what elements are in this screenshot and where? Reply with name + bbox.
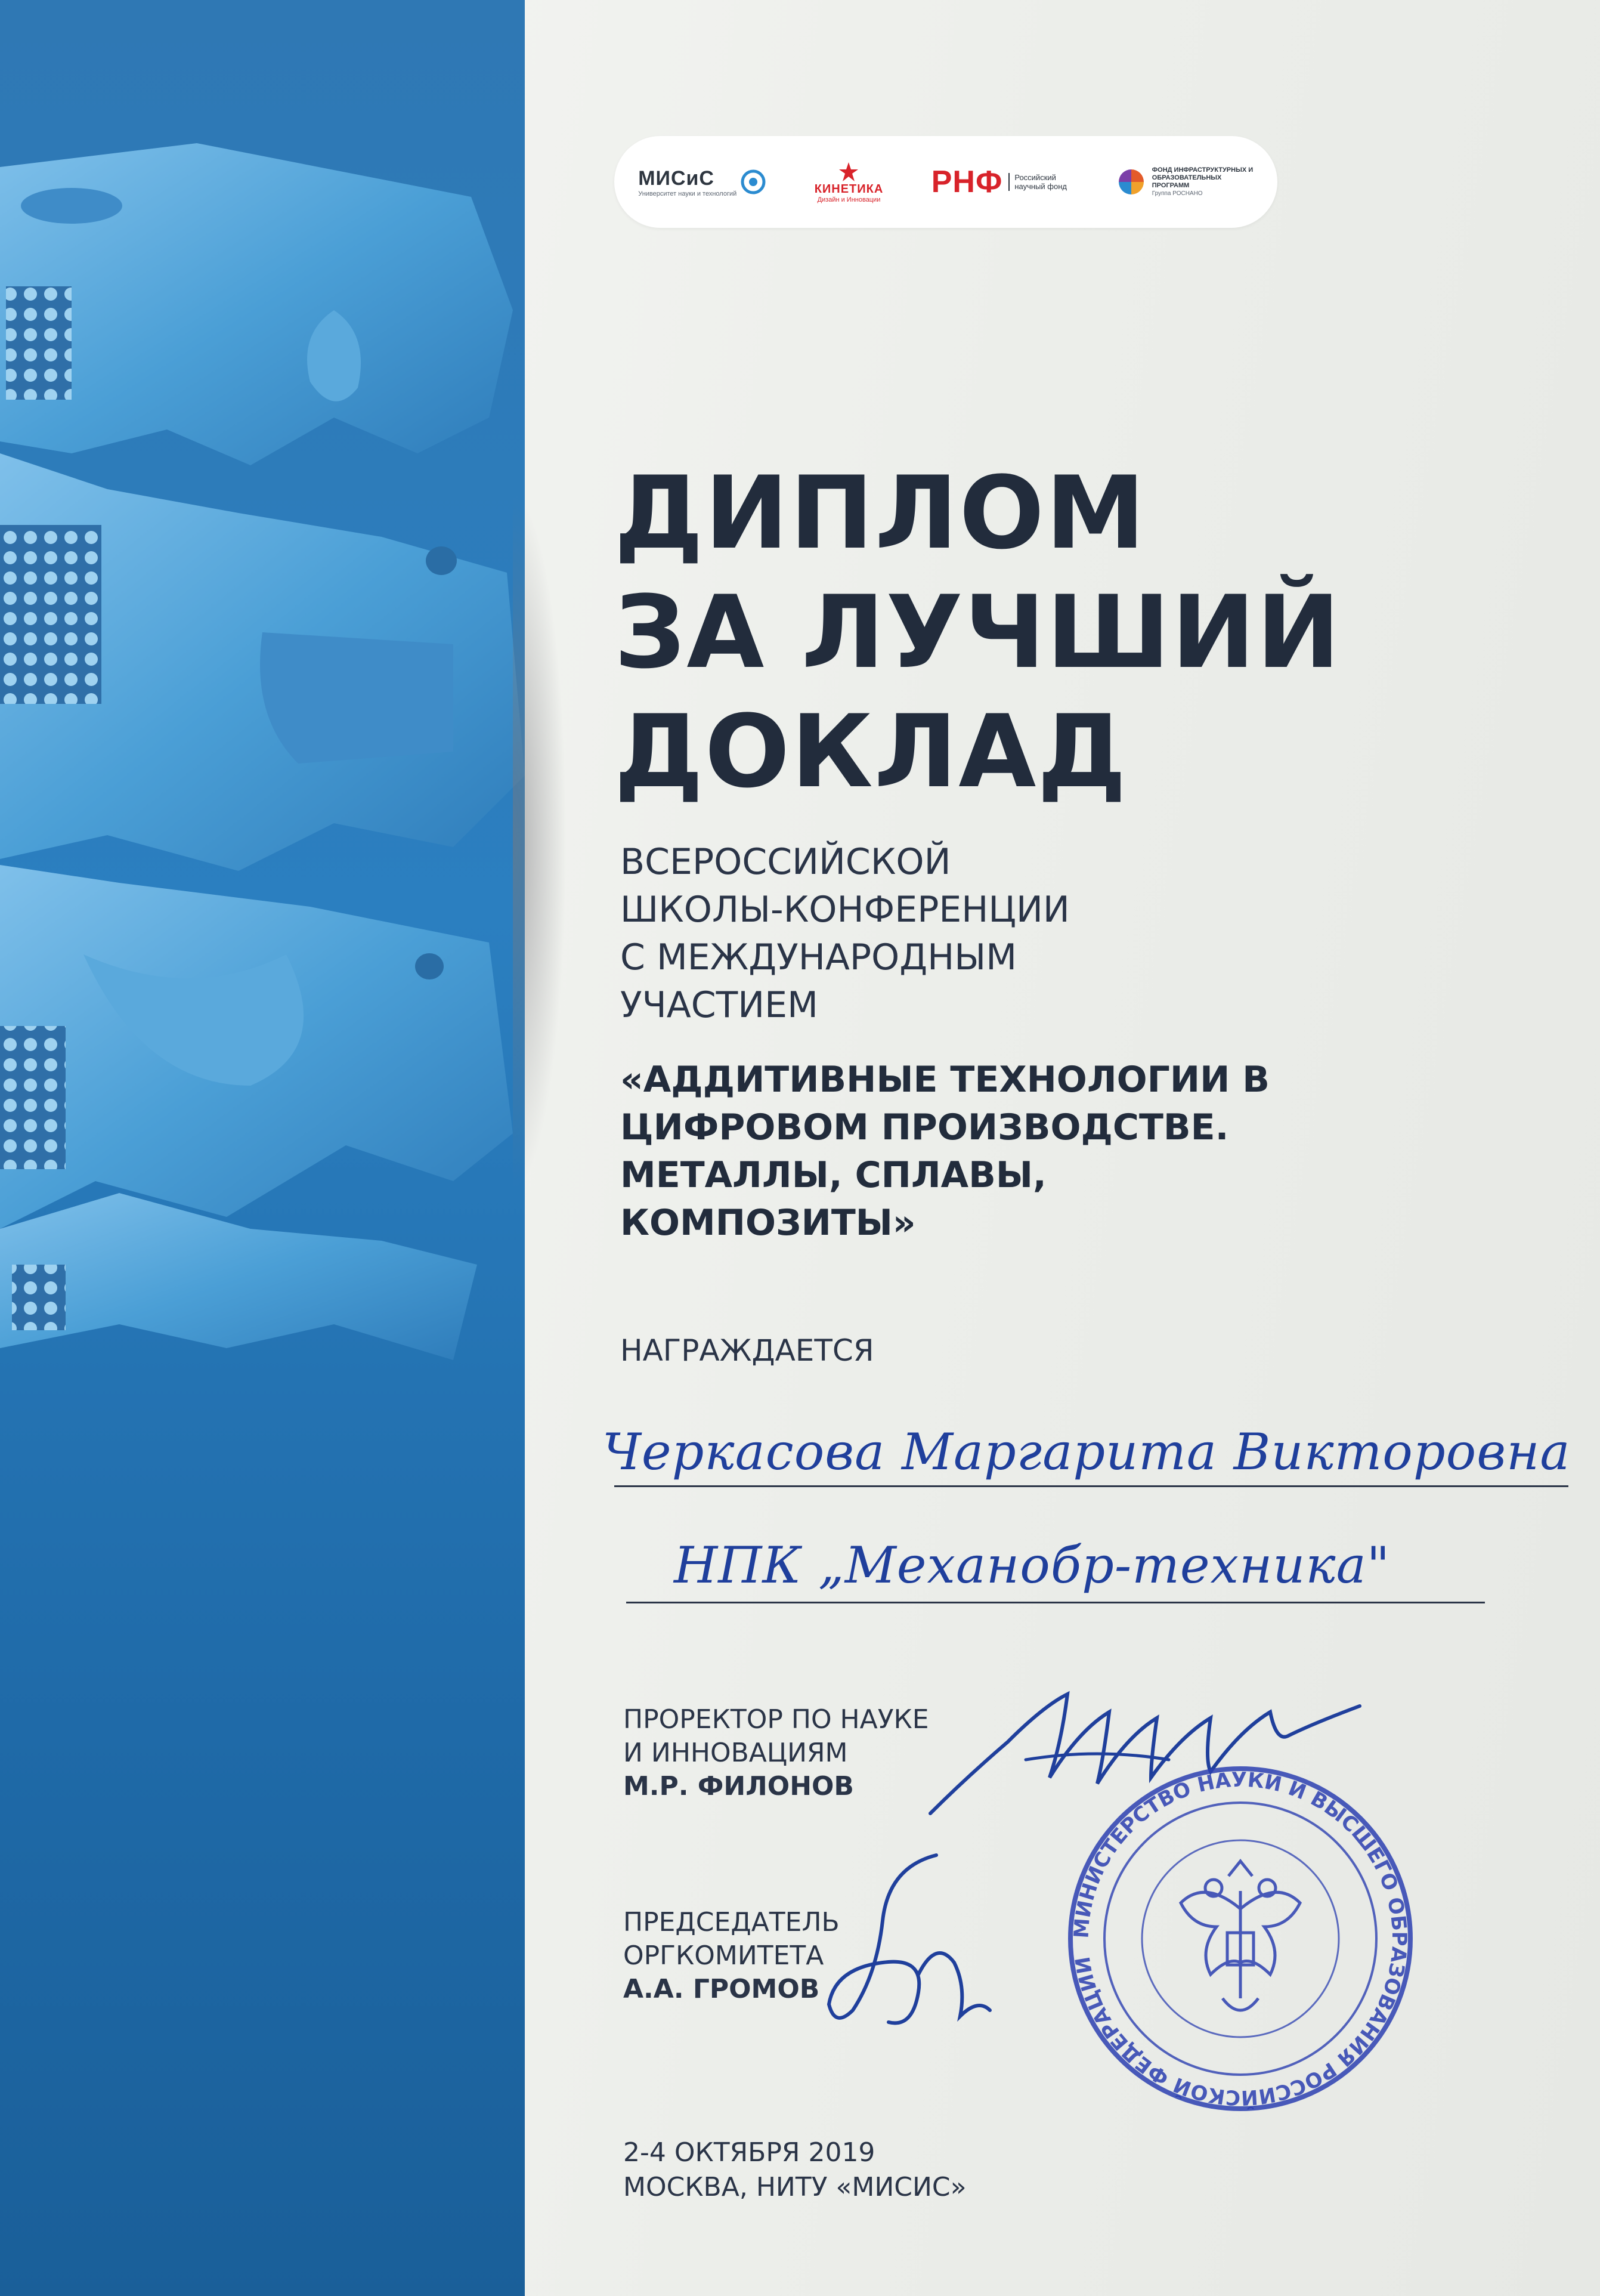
conference-line-2: ЦИФРОВОМ ПРОИЗВОДСТВЕ.	[620, 1107, 1229, 1148]
recipient-org-underline	[626, 1602, 1485, 1603]
event-description	[620, 838, 1070, 1029]
vice-rector-name: М.Р. ФИЛОНОВ	[623, 1771, 854, 1801]
event-line-2: ШКОЛЫ-КОНФЕРЕНЦИИ	[620, 889, 1070, 931]
sponsor-logo-bar	[614, 136, 1277, 228]
recipient-name-underline	[614, 1485, 1568, 1487]
event-line-3: С МЕЖДУНАРОДНЫМ	[620, 937, 1017, 978]
conference-line-1: «АДДИТИВНЫЕ ТЕХНОЛОГИИ В	[620, 1059, 1270, 1101]
decorative-side-panel	[0, 0, 525, 2296]
awarded-label: НАГРАЖДАЕТСЯ	[620, 1333, 874, 1368]
conference-line-3: МЕТАЛЛЫ, СПЛАВЫ,	[620, 1154, 1047, 1196]
misis-logo: МИСиС Университет науки и технологий	[638, 167, 766, 197]
event-footer	[623, 2136, 967, 2205]
chairman-name: А.А. ГРОМОВ	[623, 1974, 820, 2004]
printed-part-illustration	[0, 0, 525, 2296]
recipient-name: Черкасова Маргарита Викторовна	[602, 1423, 1571, 1481]
signatory-vice-rector: ПРОРЕКТОР ПО НАУКЕ И ИННОВАЦИЯМ М.Р. ФИЛОНОВ	[623, 1703, 929, 1803]
panel-shadow	[513, 489, 567, 1193]
event-place: МОСКВА, НИТУ «МИСИС»	[623, 2172, 967, 2202]
event-dates: 2-4 ОКТЯБРЯ 2019	[623, 2137, 875, 2168]
official-seal	[1061, 1760, 1419, 2118]
conference-title	[620, 1056, 1270, 1247]
title-line-2: ЗА ЛУЧШИЙ	[614, 574, 1342, 691]
title-line-1: ДИПЛОМ	[614, 455, 1147, 571]
kinetika-logo: КИНЕТИКА Дизайн и Инновации	[815, 161, 884, 203]
misis-emblem-icon	[740, 169, 766, 195]
event-line-4: УЧАСТИЕМ	[620, 984, 818, 1026]
fiop-logo: ФОНД ИНФРАСТРУКТУРНЫХ И ОБРАЗОВАТЕЛЬНЫХ ПРОГРАММ Группа РОСНАНО	[1116, 166, 1254, 197]
recipient-organization: НПК „Механобр-техника"	[674, 1536, 1391, 1594]
chairman-signature	[817, 1843, 996, 2040]
event-line-1: ВСЕРОССИЙСКОЙ	[620, 841, 951, 883]
svg-text:МИНИСТЕРСТВО НАУКИ И ВЫСШЕГО О: МИНИСТЕРСТВО НАУКИ И ВЫСШЕГО ОБРАЗОВАНИЯ РОССИЙСКОЙ ФЕДЕРАЦИИ	[1069, 1767, 1412, 2110]
fiop-emblem-icon	[1116, 167, 1146, 197]
conference-line-4: КОМПОЗИТЫ»	[620, 1202, 916, 1244]
title-line-3: ДОКЛАД	[614, 693, 1128, 810]
diploma-title	[614, 453, 1341, 811]
rnf-logo: РНФ Российский научный фонд	[931, 164, 1069, 200]
signatory-chairman: ПРЕДСЕДАТЕЛЬ ОРГКОМИТЕТА А.А. ГРОМОВ	[623, 1906, 840, 2006]
kinetika-star-icon	[838, 161, 859, 183]
eagle-emblem-icon	[1181, 1861, 1300, 2010]
